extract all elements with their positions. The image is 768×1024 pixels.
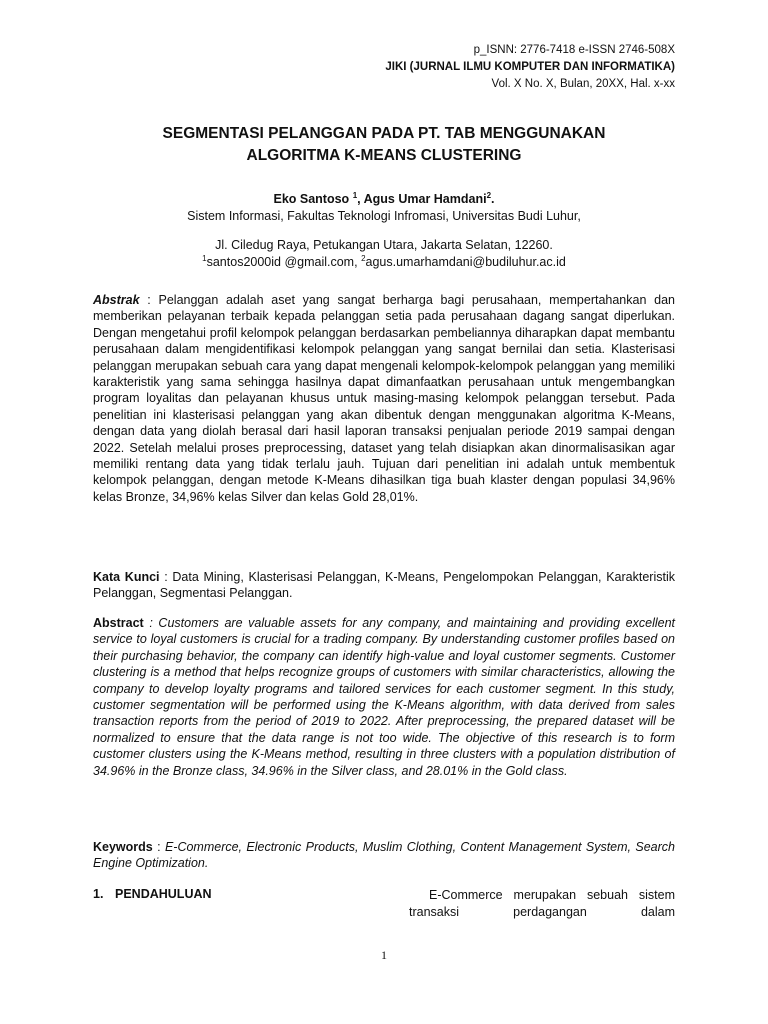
keywords-label: Keywords xyxy=(93,840,153,854)
abstract-text: Customers are valuable assets for any company, and maintaining and providing excellent service to loyal customers is crucial for a trading company. By understanding customer profiles based on their purchasing behavior, the company can identify high-value and loyal customer segments. Customer clustering is a method that helps recognize groups of customers with similar characteristics, allowing the company to develop loyalty programs and tailored services for each customer segment. In this study, customer segmentation will be performed using the K-Means algorithm, with data derived from sales transaction reports from the period of 2019 to 2022. After preprocessing, the prepared dataset will be normalized to ensure that the data range is not too wide. The objective of this research is to form customer clusters using the K-Means method, resulting in three clusters with a population distribution of 34.96% in the Bronze class, 34.96% in the Silver class, and 28.01% in the Gold class. xyxy=(93,616,675,778)
journal-name: JIKI (JURNAL ILMU KOMPUTER DAN INFORMATIKA) xyxy=(385,61,675,73)
page-number: 1 xyxy=(381,948,387,962)
title-line-1: SEGMENTASI PELANGGAN PADA PT. TAB MENGGUNAKAN xyxy=(162,125,606,142)
email-1: santos2000id @gmail.com, xyxy=(206,255,358,269)
kata-kunci-text: Data Mining, Klasterisasi Pelanggan, K-Means, Pengelompokan Pelanggan, Karakteristik Pelanggan, Segmentasi Pelanggan. xyxy=(93,570,675,601)
paper-title xyxy=(0,123,768,167)
email-1-sup: 1 xyxy=(202,253,207,263)
title-line-2: ALGORITMA K-MEANS CLUSTERING xyxy=(246,147,522,164)
author-2: Agus Umar Hamdani xyxy=(363,192,487,206)
keywords-text: E-Commerce, Electronic Products, Muslim Clothing, Content Management System, Search Engine Optimization. xyxy=(93,840,675,871)
affiliation: Sistem Informasi, Fakultas Teknologi Infromasi, Universitas Budi Luhur, xyxy=(187,209,581,223)
section-title: PENDAHULUAN xyxy=(115,887,212,901)
abstrak-paragraph: Abstrak : Pelanggan adalah aset yang sangat berharga bagi perusahaan, mempertahankan dan memberikan pelayanan terbaik kepada pelanggan setia pada perusahaan dagang sangat diperlukan. Dengan mengetahui profil kelompok pelanggan berdasarkan pembeliannya diharapkan dapat membantu perusahaan dalam mengidentifikasi kelompok pelanggan yang sangat bernilai dan setia. Klasterisasi pelanggan merupakan sebuah cara yang dapat mengenali kelompok-kelompok pelanggan yang memiliki karakteristik yang sama sehingga hasilnya dapat dimanfaatkan perusahaan untuk mengembangkan program loyalitas dan pelayanan khusus untuk masing-masing kelompok pelanggan tersebut. Pada penelitian ini klasterisasi pelanggan yang akan dibentuk dengan menggunakan algoritma K-Means, dengan data yang diolah berasal dari hasil laporan transaksi penjualan periode 2019 sampai dengan 2022. Setelah melalui proses preprocessing, dataset yang telah disiapkan akan dinormalisasikan agar memiliki rentang data yang tidak terlalu jauh. Tujuan dari penelitian ini adalah untuk membentuk kelompok pelanggan, dengan metode K-Means dihasilkan tiga buah klaster dengan populasi 34,96% kelas Bronze, 34,96% kelas Silver dan kelas Gold 28,01%. xyxy=(93,293,676,504)
email-2-sup: 2 xyxy=(361,253,366,263)
emails xyxy=(0,254,768,271)
author-block xyxy=(0,191,768,271)
journal-header xyxy=(385,42,675,93)
keywords-paragraph: Keywords : E-Commerce, Electronic Products, Muslim Clothing, Content Management System, Search Engine Optimization. xyxy=(93,840,675,871)
author-names: Eko Santoso $^1$, Agus Umar Hamdani$^2$. xyxy=(273,190,495,206)
author-1-sup: 1 xyxy=(352,190,358,200)
abstrak-text: Pelanggan adalah aset yang sangat berharga bagi perusahaan, mempertahankan dan memberikan pelayanan terbaik kepada pelanggan setia pada perusahaan dagang sangat diperlukan. Dengan mengetahui profil kelompok pelanggan berdasarkan pembeliannya diharapkan dapat membantu perusahaan dalam mengidentifikasi kelompok pelanggan yang sangat bernilai dan setia. Klasterisasi pelanggan merupakan sebuah cara yang dapat mengenali kelompok-kelompok pelanggan yang memiliki karakteristik yang sama sehingga hasilnya dapat dimanfaatkan perusahaan untuk mengembangkan program loyalitas dan pelayanan khusus untuk masing-masing kelompok pelanggan tersebut. Pada penelitian ini klasterisasi pelanggan yang akan dibentuk dengan menggunakan algoritma K-Means, dengan data yang diolah berasal dari hasil laporan transaksi penjualan periode 2019 sampai dengan 2022. Setelah melalui proses preprocessing, dataset yang telah disiapkan akan dinormalisasikan agar memiliki rentang data yang tidak terlalu jauh. Tujuan dari penelitian ini adalah untuk membentuk kelompok pelanggan, dengan metode K-Means dihasilkan tiga buah klaster dengan populasi 34,96% kelas Bronze, 34,96% kelas Silver dan kelas Gold 28,01%. xyxy=(93,293,676,504)
email-2: agus.umarhamdani@budiluhur.ac.id xyxy=(365,255,566,269)
address: Jl. Ciledug Raya, Petukangan Utara, Jakarta Selatan, 12260. xyxy=(215,238,553,252)
issn-line: p_ISNN: 2776-7418 e-ISSN 2746-508X xyxy=(473,44,675,56)
column-2-text: E-Commerce merupakan sebuah sistem transaksi perdagangan dalam xyxy=(409,888,675,919)
kata-kunci-paragraph: Kata Kunci : Data Mining, Klasterisasi Pelanggan, K-Means, Pengelompokan Pelanggan, Karakteristik Pelanggan, Segmentasi Pelanggan. xyxy=(93,570,675,601)
abstract-label: Abstract xyxy=(93,616,144,630)
volume-line: Vol. X No. X, Bulan, 20XX, Hal. x-xx xyxy=(491,78,675,90)
section-number: 1. xyxy=(93,887,104,901)
author-2-sup: 2 xyxy=(486,190,492,200)
abstract-paragraph: Abstract : Customers are valuable assets for any company, and maintaining and providing excellent service to loyal customers is crucial for a trading company. By understanding customer profiles based on their purchasing behavior, the company can identify high-value and loyal customer segments. Customer clustering is a method that helps recognize groups of customers with similar characteristics, allowing the company to develop loyalty programs and tailored services for each customer segment. In this study, customer segmentation will be performed using the K-Means algorithm, with data derived from sales transaction reports from the period of 2019 to 2022. After preprocessing, the prepared dataset will be normalized to ensure that the data range is not too wide. The objective of this research is to form customer clusters using the K-Means method, resulting in three clusters with a population distribution of 34.96% in the Bronze class, 34.96% in the Silver class, and 28.01% in the Gold class. xyxy=(93,616,675,778)
section-heading xyxy=(93,887,212,901)
abstrak-label: Abstrak xyxy=(93,293,140,307)
kata-kunci-label: Kata Kunci xyxy=(93,570,160,584)
author-1: Eko Santoso xyxy=(273,192,350,206)
